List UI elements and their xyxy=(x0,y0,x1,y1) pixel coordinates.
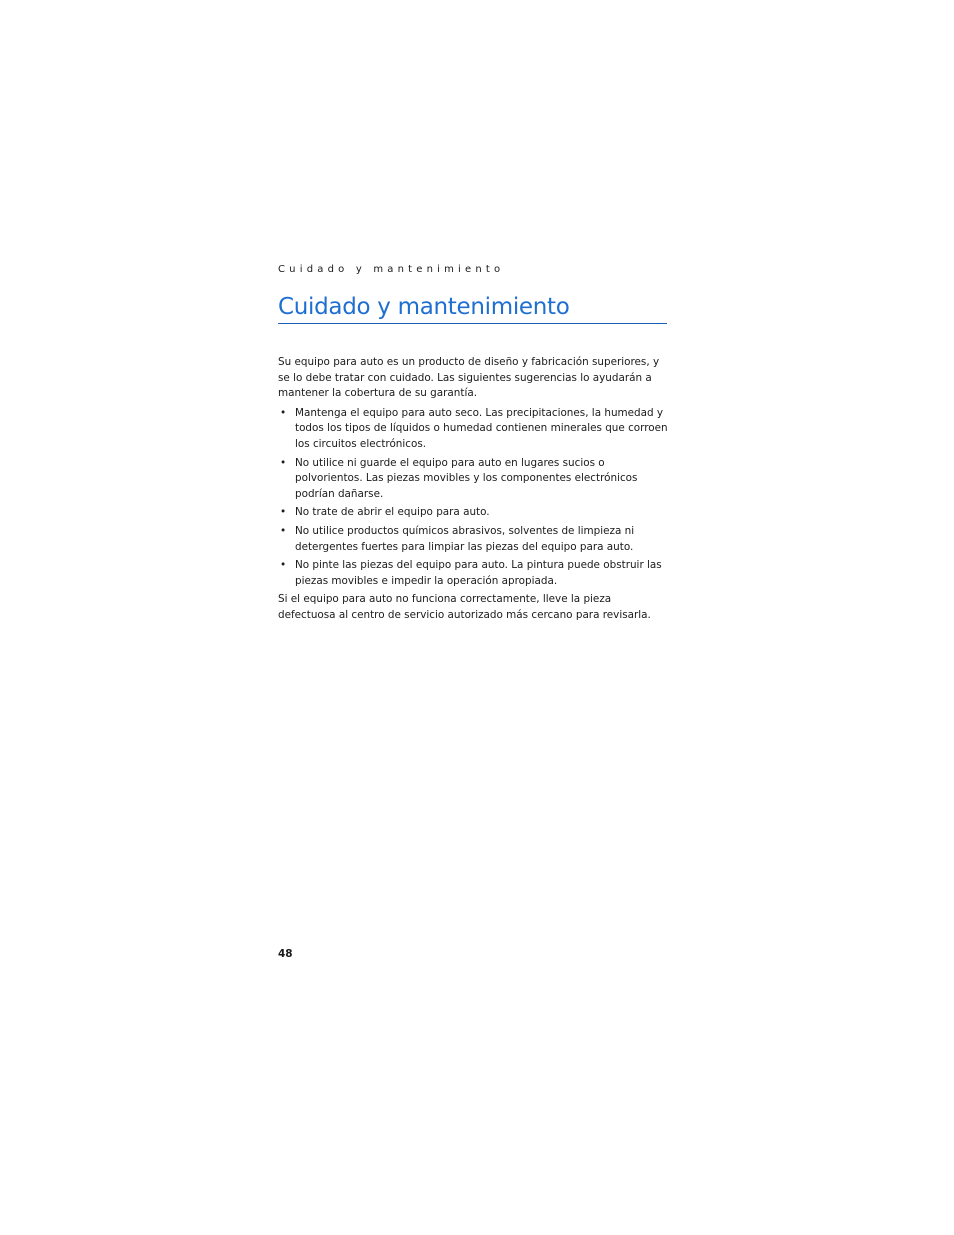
page-number: 48 xyxy=(278,948,293,960)
list-item xyxy=(278,505,670,521)
list-item xyxy=(278,524,670,555)
list-item-text: No pinte las piezas del equipo para auto. La pintura puede obstruir las piezas movibles e impedir la operación apropiada. xyxy=(295,559,662,587)
intro-paragraph: Su equipo para auto es un producto de diseño y fabricación superiores, y se lo debe tratar con cuidado. Las siguientes sugerencias lo ayudarán a mantener la cobertura de su garantía. xyxy=(278,356,660,400)
list-item xyxy=(278,558,670,589)
closing-paragraph: Si el equipo para auto no funciona correctamente, lleve la pieza defectuosa al centro de servicio autorizado más cercano para revisarla. xyxy=(278,593,651,621)
list-item xyxy=(278,406,670,453)
running-header: Cuidado y mantenimiento xyxy=(278,264,505,275)
bullet-icon: • xyxy=(280,524,287,537)
bullet-icon: • xyxy=(280,456,287,469)
list-item-text: No utilice productos químicos abrasivos, solventes de limpieza ni detergentes fuertes para limpiar las piezas del equipo para auto. xyxy=(295,524,635,553)
list-item-text: Mantenga el equipo para auto seco. Las precipitaciones, la humedad y todos los tipos de líquidos o humedad contienen minerales que corroen los circuitos electrónicos. xyxy=(295,406,668,450)
bullet-icon: • xyxy=(280,506,287,519)
list-item-text: No trate de abrir el equipo para auto. xyxy=(295,506,490,519)
bullet-icon: • xyxy=(280,406,287,419)
title-block xyxy=(278,294,667,324)
list-item xyxy=(278,456,670,503)
list-item-text: No utilice ni guarde el equipo para auto en lugares sucios o polvorientos. Las piezas movibles y los componentes electrónicos podrían dañarse. xyxy=(295,456,638,500)
care-tips-list xyxy=(278,406,670,590)
bullet-icon: • xyxy=(280,559,287,572)
page-title: Cuidado y mantenimiento xyxy=(278,294,570,320)
content-body xyxy=(278,355,670,624)
